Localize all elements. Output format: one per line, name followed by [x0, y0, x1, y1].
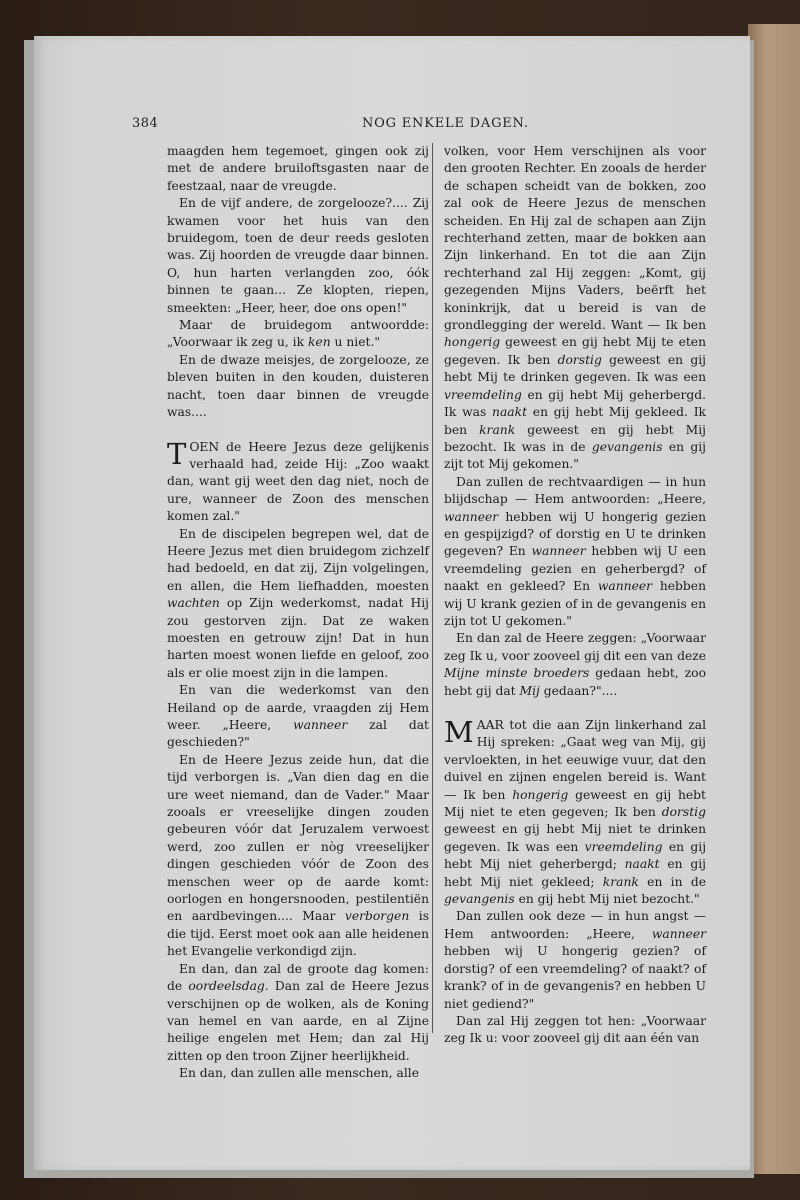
italic-text: wanneer [293, 718, 348, 732]
text-run: volken, voor Hem verschijnen als voor den grooten Rechter. En zooals de herder de schapen scheidt van de bokken, zoo zal ook de Heere Jezus de menschen scheiden. En Hij zal de schapen aan Zijn rechterhand zetten, maar de bokken aan Zijn linkerhand. En tot die aan Zijn rechterhand zal Hij zeggen: „Komt, gij gezegenden Mijns Vaders, beërft het koninkrijk, dat u bereid is van de grondlegging der wereld. Want — Ik ben [444, 144, 706, 333]
text-run: hebben wij U hongerig gezien en gespijzigd? of dorstig en U te drinken gegeven? En [444, 509, 706, 559]
text-run: maagden hem tegemoet, gingen ook zij met de andere bruiloftsgasten naar de feestzaal, naar de vreugde. [167, 144, 429, 193]
page-number: 384 [132, 116, 159, 131]
right-column [444, 143, 706, 1048]
italic-text: wanneer [597, 579, 653, 594]
text-run: hebben wij U hongerig gezien? of dorstig? of een vreemdeling? of naakt? of krank? of in de gevangenis? en hebben U niet gediend?" [444, 944, 706, 1011]
drop-cap: T [167, 436, 187, 471]
text-run: zal dat geschieden?" [167, 718, 429, 750]
text-run: en gij hebt Mij geherbergd. Ik was [444, 387, 706, 420]
page-header [132, 114, 710, 136]
paragraph [444, 143, 706, 474]
text-run: geweest en gij hebt Mij te drinken gegeven. Ik was een [444, 352, 706, 385]
paragraph [167, 436, 429, 526]
text-run: op Zijn wederkomst, nadat Hij zou gestorven zijn. Dat ze waken moesten en getrouw zijn! Dat in hun harten moest wonen liefde en geloof, zoo als er olie moest zijn in die lampen. [167, 596, 429, 680]
italic-text: krank [479, 422, 516, 437]
italic-text: hongerig [512, 787, 569, 802]
text-run: gedaan?".... [539, 683, 618, 698]
text-run: AAR tot die aan Zijn linkerhand zal Hij spreken: „Gaat weg van Mij, gij vervloekten, in het eeuwige vuur, dat den duivel en zijnen engelen bereid is. Want — Ik ben [444, 718, 706, 802]
text-run: u niet." [330, 335, 381, 350]
text-run: En de dwaze meisjes, de zorgelooze, ze bleven buiten in den kouden, duisteren nacht, toen daar binnen de vreugde was.... [167, 352, 429, 420]
left-column [167, 143, 429, 1083]
text-run: en gij hebt Mij gekleed. Ik ben [444, 405, 706, 437]
italic-text: gevangenis [444, 892, 515, 907]
text-run: En de vijf andere, de zorgelooze?.... Zij kwamen voor het huis van den bruidegom, toen de deur reeds gesloten was. Zij hoorden de vreugde daar binnen. O, hun harten verlangden zoo, óók binnen te gaan... Ze klopten, riepen, smeekten: „Heer, heer, doe ons open!" [167, 196, 429, 315]
paragraph [167, 195, 429, 317]
text-run: En dan zal de Heere zeggen: „Voorwaar zeg Ik u, voor zooveel gij dit een van deze [444, 631, 706, 663]
italic-text: hongerig [444, 335, 501, 350]
text-run: En de Heere Jezus zeide hun, dat die tijd verborgen is. „Van dien dag en die ure weet niemand, dan de Vader." Maar zooals er vreeselijke dingen zouden gebeuren vóór dat Jeruzalem verwoest werd, zoo zullen er nòg vreeselijker dingen geschieden vóór de Zoon des menschen weer op de aarde komt: oorlogen en hongersnooden, pestilentiën en aardbevingen.... Maar [167, 752, 429, 924]
text-run: en gij hebt Mij niet geherbergd; [444, 839, 707, 872]
text-run: hebben wij U een vreemdeling gezien en geherbergd? of naakt en gekleed? En [444, 544, 707, 594]
paragraph [167, 352, 429, 422]
text-run: Dan zullen ook deze — in hun angst — Hem antwoorden: „Heere, [444, 909, 706, 941]
backing-paper [748, 24, 800, 1174]
paragraph [167, 752, 429, 961]
text-run: en gij zijt tot Mij gekomen." [444, 439, 706, 472]
italic-text: wanneer [444, 509, 499, 524]
italic-text: krank [602, 874, 639, 889]
text-run: en in de [638, 874, 706, 889]
italic-text: naakt [492, 405, 528, 420]
text-run: geweest en gij hebt Mij bezocht. Ik was in de [444, 422, 706, 454]
column-rule [432, 143, 433, 1033]
text-run: en gij hebt Mij niet bezocht." [514, 892, 700, 907]
paragraph [167, 526, 429, 683]
text-run: En dan, dan zal de groote dag komen: de [167, 961, 429, 994]
text-run: is die tijd. Eerst moet ook aan alle heidenen het Evangelie verkondigd zijn. [167, 909, 429, 959]
italic-text: oordeelsdag. [188, 979, 269, 994]
text-run: Dan zal de Heere Jezus verschijnen op de wolken, als de Koning van hemel en van aarde, en al Zijne heilige engelen met Hem; dan zal Hij zitten op den troon Zijner heerlijkheid. [167, 979, 429, 1063]
italic-text: Mij [519, 683, 540, 698]
italic-text: wanneer [651, 926, 706, 941]
italic-text: Mijne minste broeders [444, 666, 590, 681]
paragraph [167, 682, 429, 752]
italic-text: vreemdeling [444, 387, 522, 402]
paragraph [444, 717, 706, 908]
paragraph [444, 908, 706, 1012]
italic-text: wanneer [531, 544, 586, 559]
paragraph [167, 961, 429, 1065]
running-head: NOG ENKELE DAGEN. [362, 116, 529, 131]
drop-cap: M [444, 715, 474, 749]
paragraph [167, 1065, 429, 1082]
text-run: en gij hebt Mij niet gekleed; [444, 857, 706, 889]
text-run: Dan zal Hij zeggen tot hen: „Voorwaar zeg Ik u: voor zooveel gij dit aan één van [444, 1013, 706, 1046]
text-run: Dan zullen de rechtvaardigen — in hun blijdschap — Hem antwoorden: „Heere, [444, 474, 706, 507]
italic-text: gevangenis [591, 439, 663, 454]
text-run: gedaan hebt, zoo hebt gij dat [444, 666, 706, 698]
text-run: geweest en gij hebt Mij te eten gegeven. Ik ben [444, 335, 706, 367]
italic-text: verborgen [344, 909, 410, 924]
paragraph [444, 630, 706, 700]
paragraph [444, 1013, 706, 1048]
text-run: OEN de Heere Jezus deze gelijkenis verhaald had, zeide Hij: „Zoo waakt dan, want gij weet den dag niet, noch de ure, wanneer de Zoon des menschen komen zal." [167, 439, 429, 524]
text-run: En dan, dan zullen alle menschen, alle [179, 1066, 419, 1081]
paragraph [167, 317, 429, 352]
text-run: En van die wederkomst van den Heiland op de aarde, vraagden zij Hem weer. „Heere, [167, 683, 429, 732]
text-run: geweest en gij hebt Mij niet te eten gegeven; Ik ben [444, 787, 706, 820]
text-run: Maar de bruidegom antwoordde: „Voorwaar ik zeg u, ik [167, 318, 429, 350]
italic-text: wachten [167, 596, 220, 611]
paragraph [167, 143, 429, 195]
italic-text: ken [307, 335, 331, 350]
text-run: En de discipelen begrepen wel, dat de Heere Jezus met dien bruidegom zichzelf had bedoeld, en dat zij, Zijn volgelingen, en allen, die Hem liefhadden, moesten [167, 526, 429, 593]
text-run: hebben wij U krank gezien of in de gevangenis en zijn tot U gekomen." [444, 579, 707, 628]
italic-text: dorstig [557, 352, 602, 367]
italic-text: vreemdeling [584, 839, 663, 854]
italic-text: dorstig [661, 805, 706, 820]
italic-text: naakt [624, 857, 660, 872]
text-run: geweest en gij hebt Mij niet te drinken gegeven. Ik was een [444, 822, 706, 854]
paragraph [444, 474, 706, 631]
